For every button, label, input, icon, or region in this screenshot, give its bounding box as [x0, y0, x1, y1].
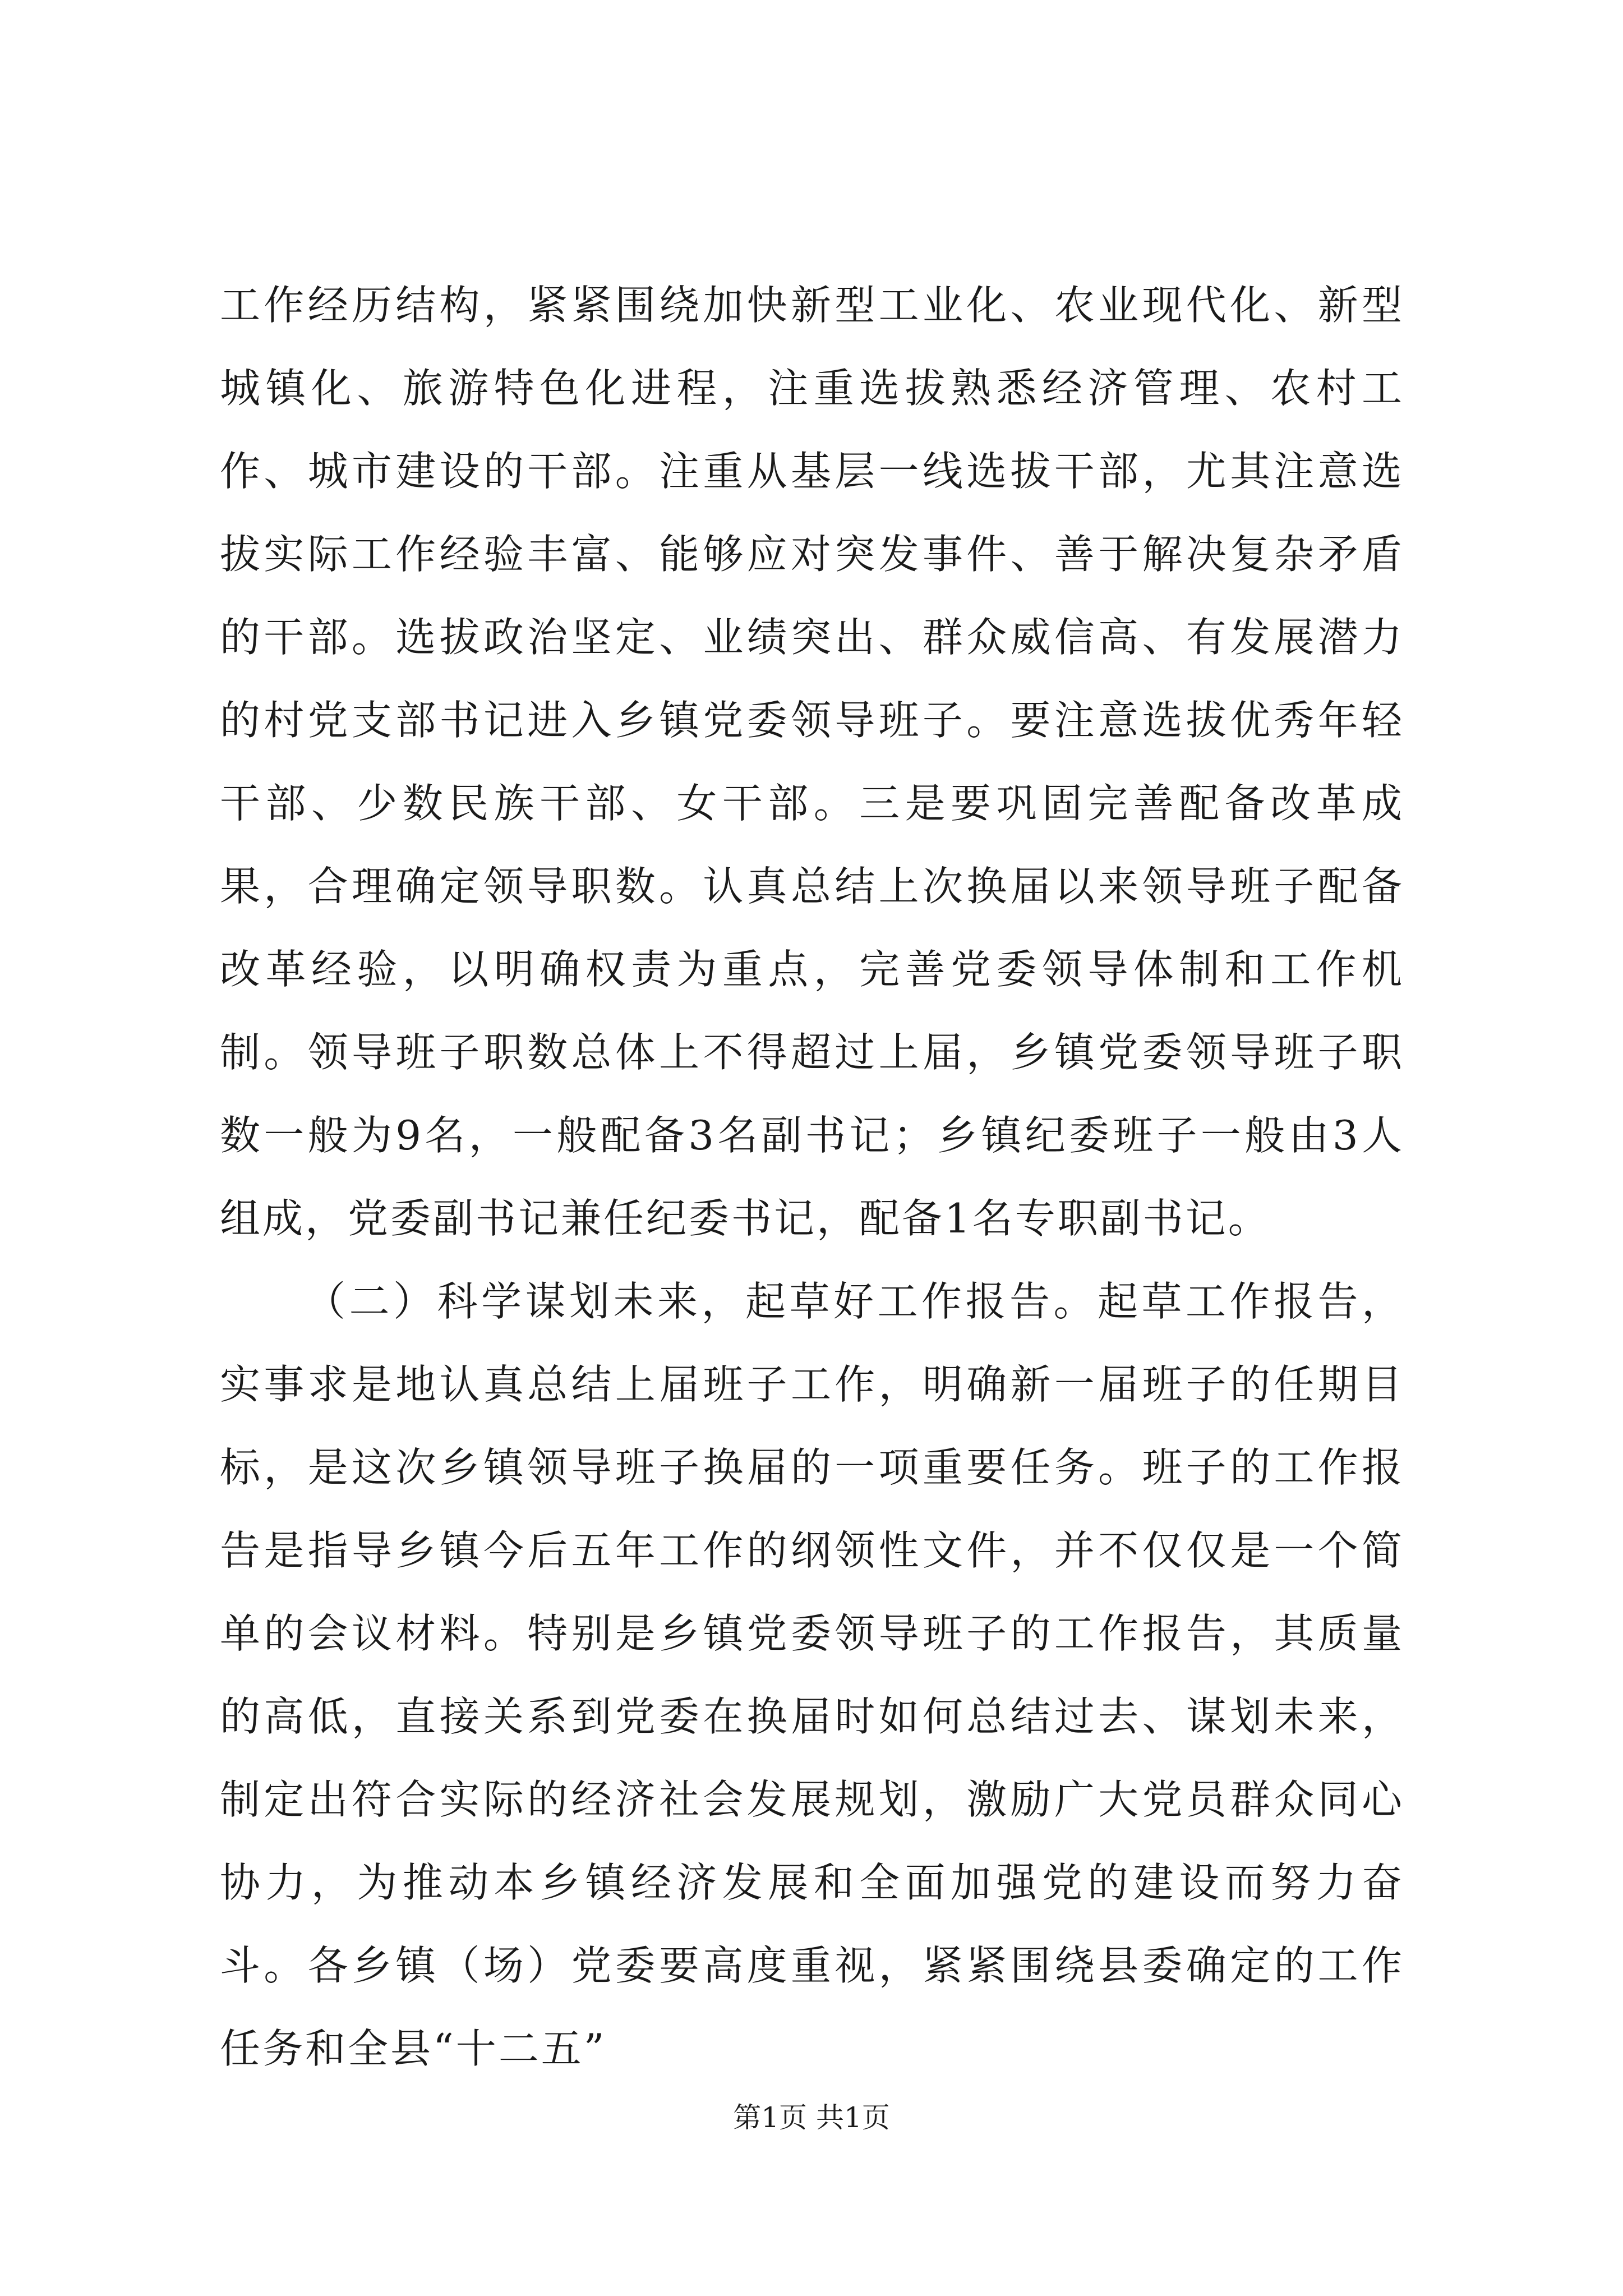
body-paragraph-1: 工作经历结构，紧紧围绕加快新型工业化、农业现代化、新型城镇化、旅游特色化进程，注重选拔熟悉经济管理、农村工作、城市建设的干部。注重从基层一线选拔干部，尤其注意选拔实际工作经验丰富、能够应对突发事件、善于解决复杂矛盾的干部。选拔政治坚定、业绩突出、群众威信高、有发展潜力的村党支部书记进入乡镇党委领导班子。要注意选拔优秀年轻干部、少数民族干部、女干部。三是要巩固完善配备改革成果，合理确定领导职数。认真总结上次换届以来领导班子配备改革经验，以明确权责为重点，完善党委领导体制和工作机制。领导班子职数总体上不得超过上届，乡镇党委领导班子职数一般为9名，一般配备3名副书记；乡镇纪委班子一般由3人组成，党委副书记兼任纪委书记，配备1名专职副书记。: [220, 282, 1404, 1242]
page-footer: 第1页 共1页: [733, 2101, 890, 2134]
document-body: [220, 264, 1404, 2090]
body-paragraph-2: （二）科学谋划未来，起草好工作报告。起草工作报告，实事求是地认真总结上届班子工作，明确新一届班子的任期目标，是这次乡镇领导班子换届的一项重要任务。班子的工作报告是指导乡镇今后五年工作的纲领性文件，并不仅仅是一个简单的会议材料。特别是乡镇党委领导班子的工作报告，其质量的高低，直接关系到党委在换届时如何总结过去、谋划未来，制定出符合实际的经济社会发展规划，激励广大党员群众同心协力，为推动本乡镇经济发展和全面加强党的建设而努力奋斗。各乡镇（场）党委要高度重视，紧紧围绕县委确定的工作任务和全县“十二五”: [220, 1278, 1404, 2072]
